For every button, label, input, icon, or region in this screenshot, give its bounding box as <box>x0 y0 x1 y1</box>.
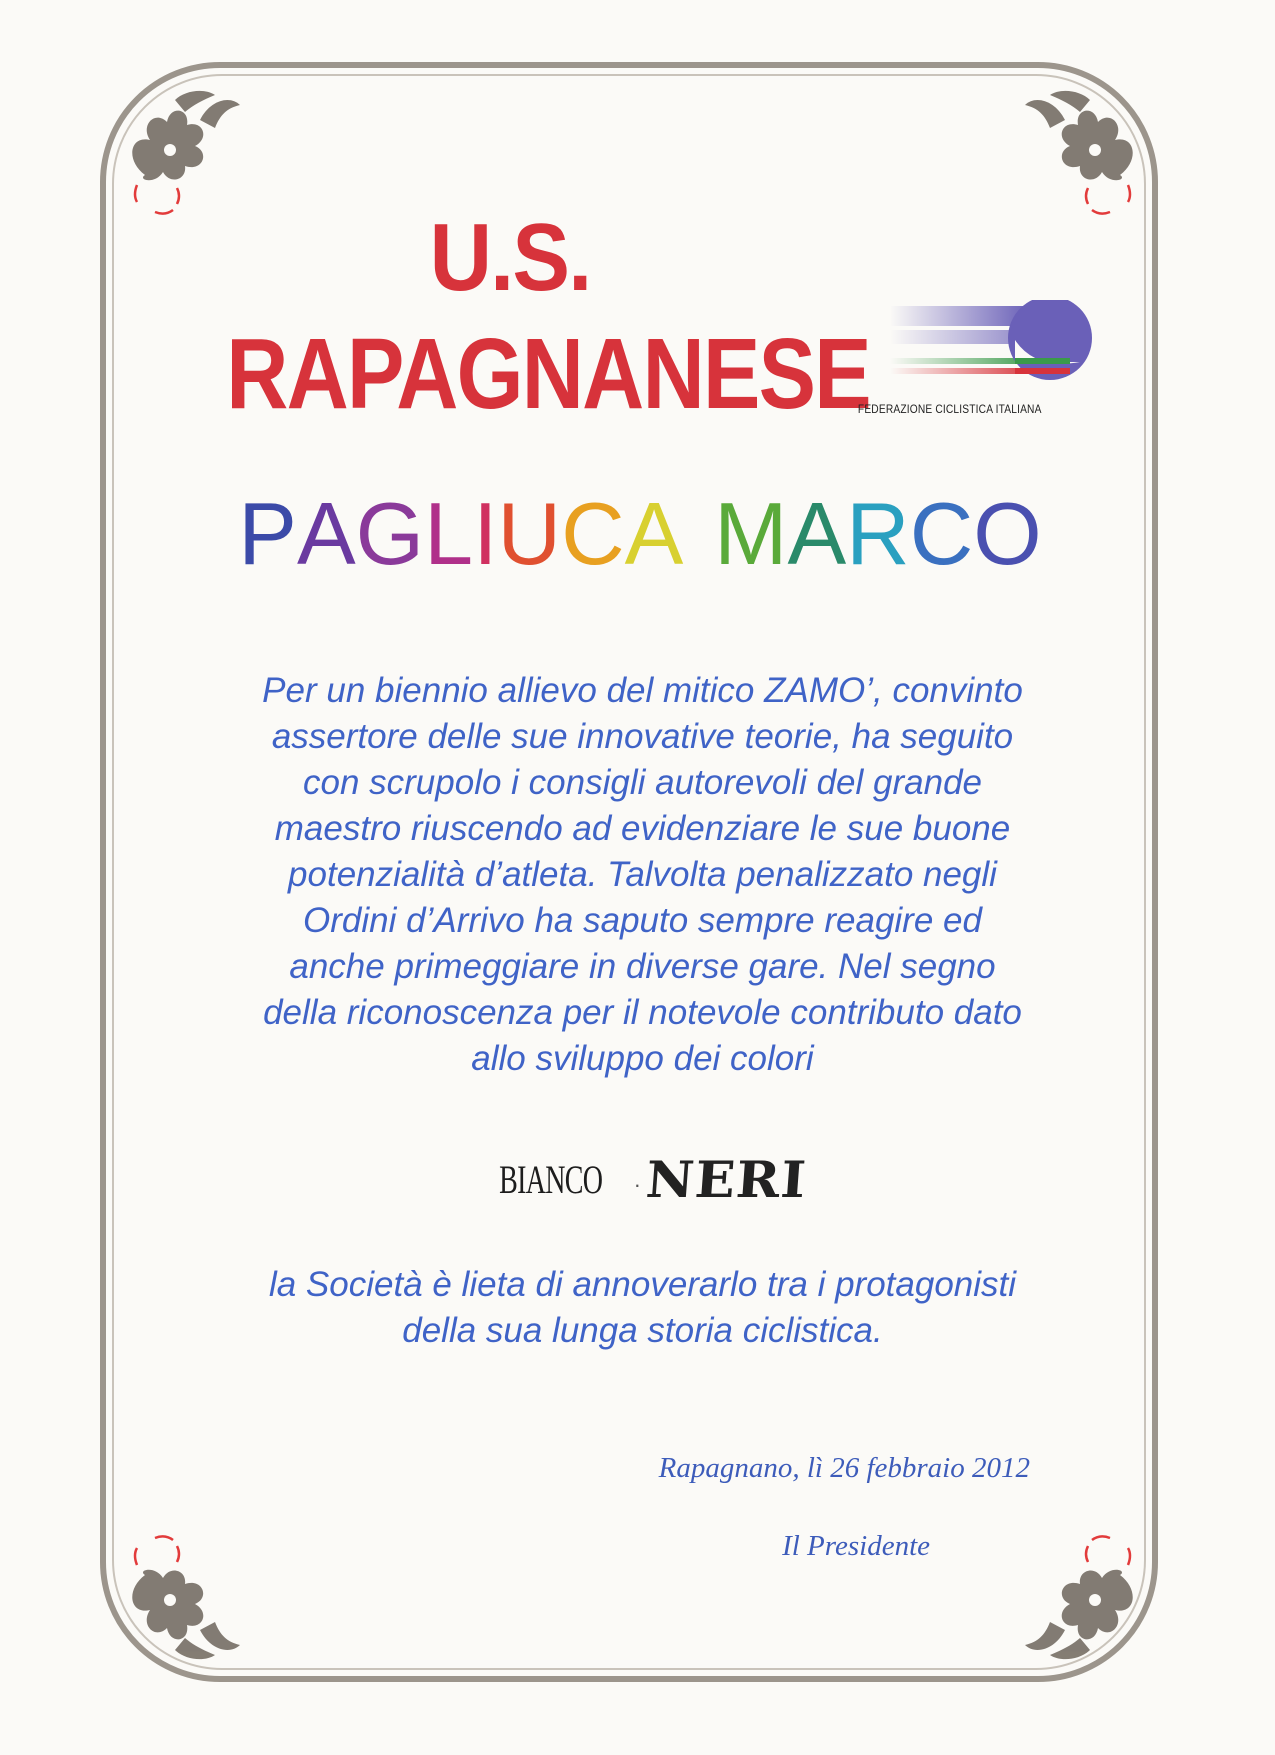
recipient-name-letter <box>683 490 714 578</box>
recipient-name-letter: O <box>973 484 1042 583</box>
floral-ornament-icon <box>1000 1520 1150 1670</box>
club-colors <box>320 1150 960 1209</box>
recipient-name-letter: P <box>238 484 297 583</box>
closing-line: la Società è lieta di annoverarlo tra i protagonisti <box>268 1265 1017 1304</box>
citation-line: potenzialità d’atleta. Talvolta penalizzato negli <box>288 855 997 894</box>
citation-line: Per un biennio allievo del mitico ZAMO’, convinto <box>262 671 1023 710</box>
recipient-name-letter: A <box>624 484 684 583</box>
recipient-name-letter: I <box>473 484 498 583</box>
signature-title: Il Presidente <box>782 1530 930 1562</box>
citation-line: assertore delle sue innovative teorie, ha seguito <box>271 717 1014 756</box>
citation-line: maestro riuscendo ad evidenziare le sue buone <box>274 809 1011 848</box>
closing-line: della sua lunga storia ciclistica. <box>402 1311 883 1350</box>
recipient-name-letter: R <box>846 484 910 583</box>
floral-ornament-icon <box>115 1520 265 1670</box>
recipient-name-letter: L <box>424 484 474 583</box>
recipient-name-letter: M <box>714 484 788 583</box>
citation-text <box>150 668 1135 1082</box>
citation-line: Ordini d’Arrivo ha saputo sempre reagire ed <box>303 901 982 940</box>
closing-text <box>150 1262 1135 1354</box>
fci-label: FEDERAZIONE CICLISTICA ITALIANA <box>857 402 1042 416</box>
floral-ornament-icon <box>1000 80 1150 230</box>
club-title <box>180 204 870 430</box>
recipient-name-letter: A <box>296 484 356 583</box>
citation-line: della riconoscenza per il notevole contributo dato <box>263 993 1022 1032</box>
club-title-line2: RAPAGNANESE <box>226 318 870 430</box>
color-bianco: BIANCO <box>498 1157 603 1202</box>
recipient-name-letter: U <box>497 484 562 583</box>
color-separator: . <box>634 1166 641 1192</box>
recipient-name-letter: A <box>787 484 847 583</box>
club-title-line1: U.S. <box>429 204 591 311</box>
recipient-name-letter: C <box>909 484 974 583</box>
recipient-name-letter: G <box>355 484 425 583</box>
recipient-name-letter: C <box>561 484 625 583</box>
place-date: Rapagnano, lì 26 febbraio 2012 <box>658 1452 1030 1484</box>
floral-ornament-icon <box>115 80 265 230</box>
citation-line: allo sviluppo dei colori <box>471 1039 814 1078</box>
citation-line: con scrupolo i consigli autorevoli del grande <box>302 763 982 802</box>
citation-line: anche primeggiare in diverse gare. Nel segno <box>289 947 996 986</box>
color-neri: NERI <box>644 1150 810 1209</box>
recipient-name <box>120 484 1160 583</box>
